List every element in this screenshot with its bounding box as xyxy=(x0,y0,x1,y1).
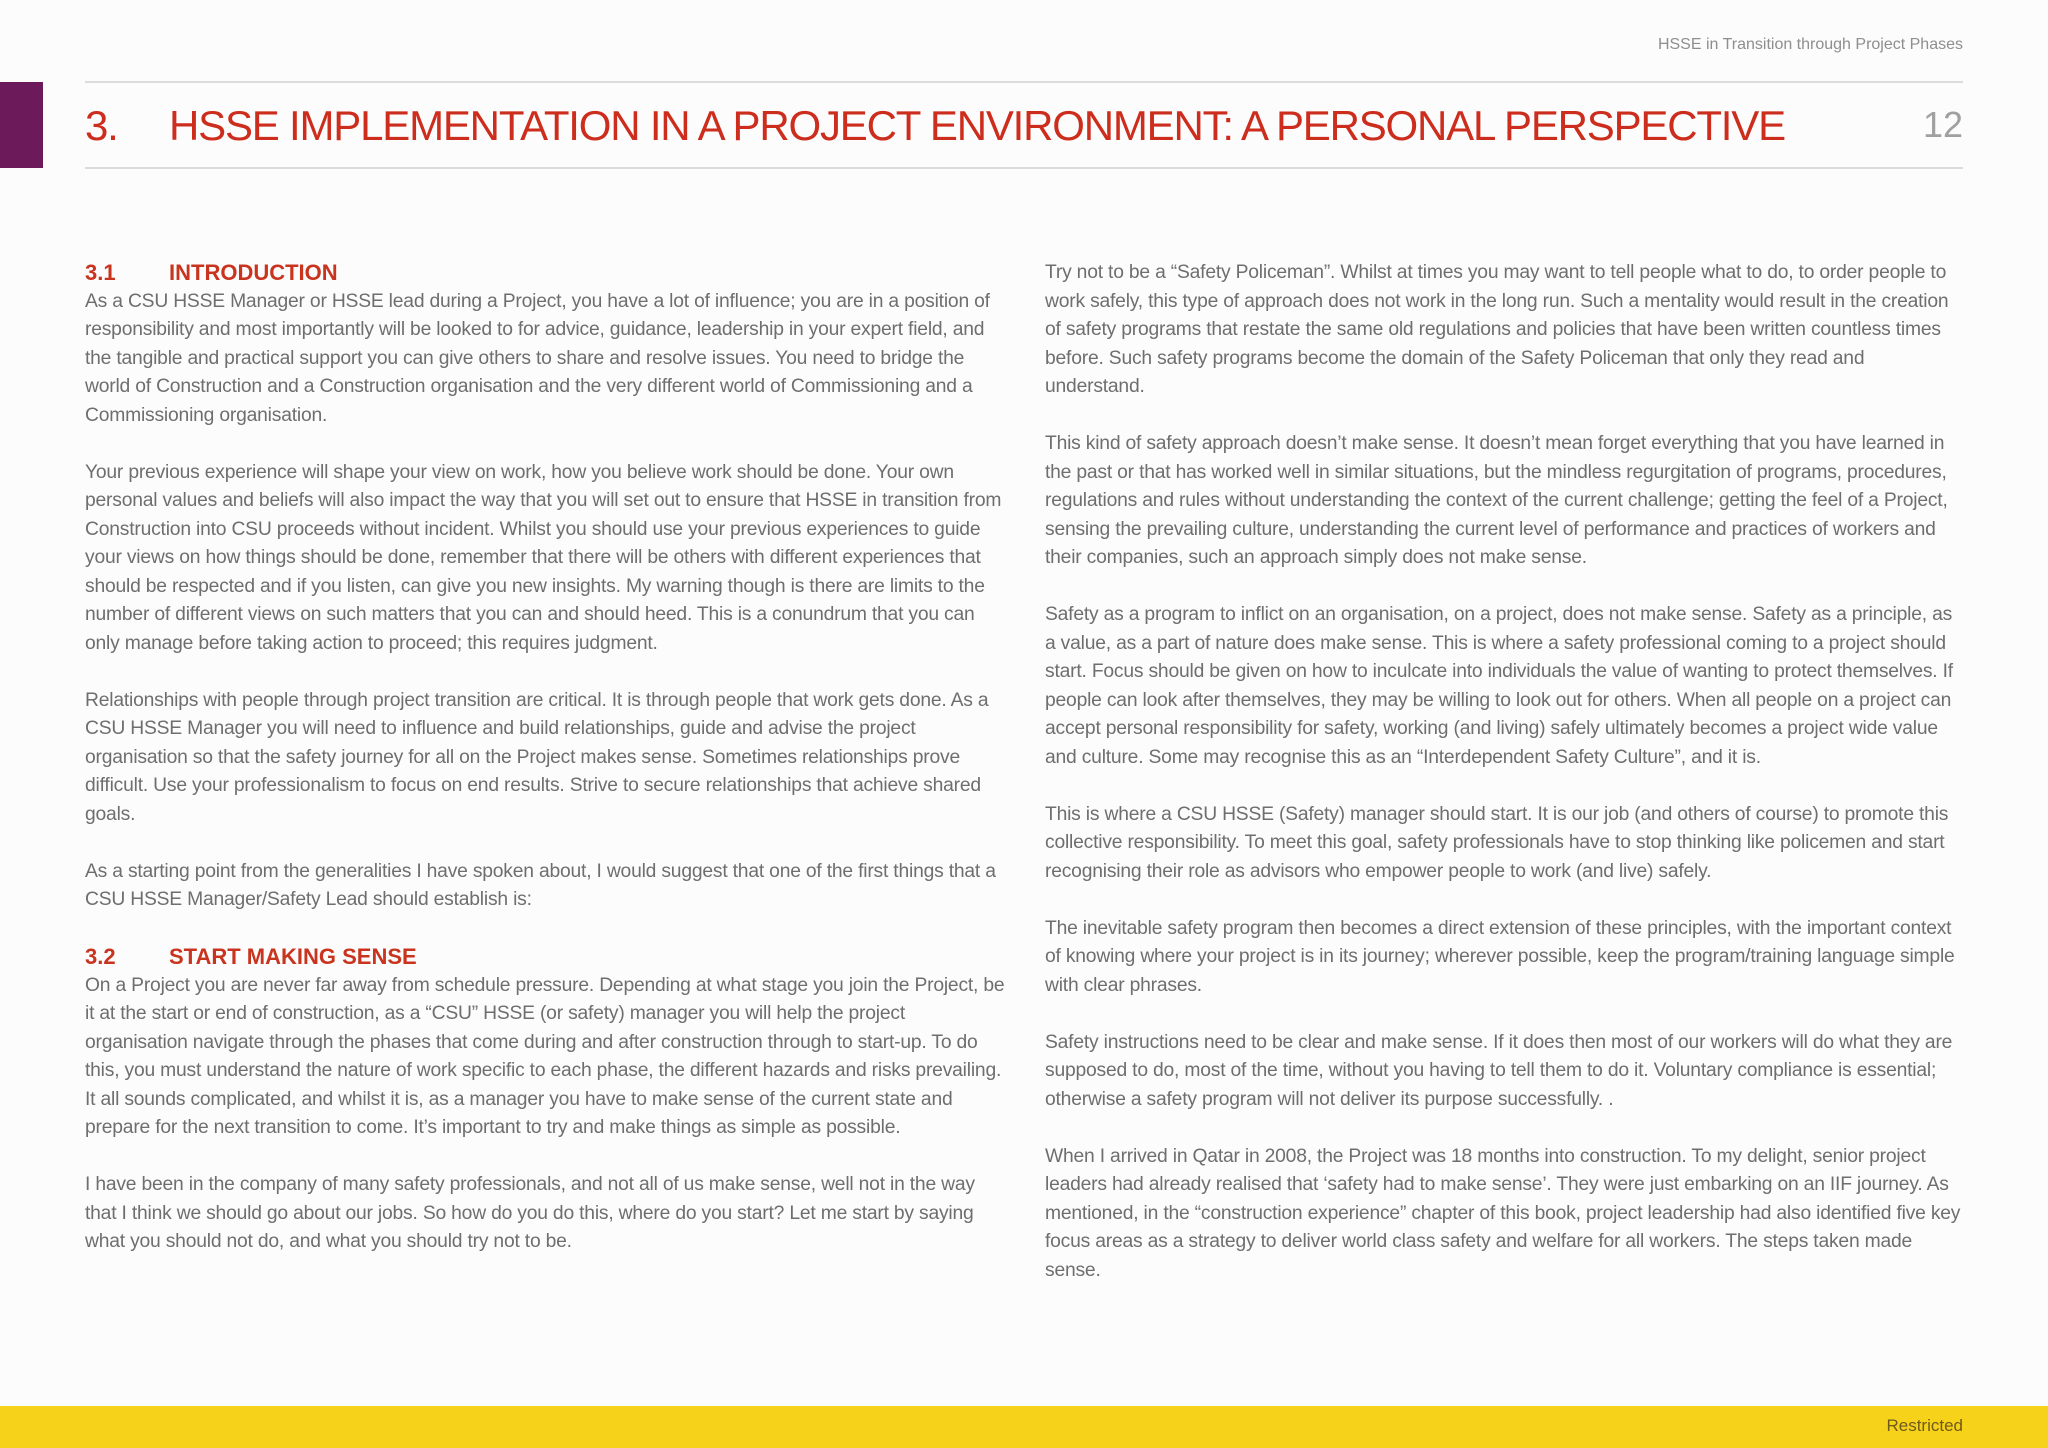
section-number: 3.2 xyxy=(85,944,116,969)
paragraph: Try not to be a “Safety Policeman”. Whilst at times you may want to tell people what to do, to order people to work safely, this type of approach does not work in the long run. Such a mentality would result in the creation of safety programs that restate the same old regulations and policies that have been written countless times before. Such safety programs become the domain of the Safety Policeman that only they read and understand. xyxy=(1045,262,1949,397)
paragraph: Relationships with people through project transition are critical. It is through people that work gets done. As a CSU HSSE Manager you will need to influence and build relationships, guide and advise the project organisation so that the safety journey for all on the Project makes sense. Sometimes relationships prove difficult. Use your professionalism to focus on end results. Strive to secure relationships that achieve shared goals. xyxy=(85,689,989,825)
paragraph: Safety instructions need to be clear and make sense. If it does then most of our workers will do what they are supposed to do, most of the time, without you having to tell them to do it. Voluntary compliance is essential; otherwise a safety program will not deliver its purpose successfully. . xyxy=(1045,1031,1953,1110)
paragraph: As a CSU HSSE Manager or HSSE lead during a Project, you have a lot of influence; you are in a position of responsibility and most importantly will be looked to for advice, guidance, leadership in your expert field, and the tangible and practical support you can give others to share and resolve issues. You need to bridge the world of Construction and a Construction organisation and the very different world of Commissioning and a Commissioning organisation. xyxy=(85,290,990,426)
section-heading-start-making-sense xyxy=(85,943,1005,972)
section-title: START MAKING SENSE xyxy=(169,944,417,969)
paragraph: The inevitable safety program then becomes a direct extension of these principles, with the important context of knowing where your project is in its journey; wherever possible, keep the program/training language simple with clear phrases. xyxy=(1045,917,1955,996)
footer-band xyxy=(0,1406,2048,1448)
section-heading-introduction xyxy=(85,259,1005,288)
header-top-rule xyxy=(85,81,1963,83)
paragraph: I have been in the company of many safety professionals, and not all of us make sense, well not in the way that I think we should go about our jobs. So how do you do this, where do you start? Let me start by saying what you should not do, and what you should try not to be. xyxy=(85,1174,975,1252)
paragraph: This is where a CSU HSSE (Safety) manager should start. It is our job (and others of course) to promote this collective responsibility. To meet this goal, safety professionals have to stop thinking like policemen and start recognising their role as advisors who empower people to work (and live) safely. xyxy=(1045,803,1949,882)
running-header-title: HSSE in Transition through Project Phases xyxy=(1657,36,1963,53)
chapter-title xyxy=(85,100,1785,152)
paragraph: Your previous experience will shape your view on work, how you believe work should be done. Your own personal values and beliefs will also impact the way that you will set out to ensure that HSSE in transition from Construction into CSU proceeds without incident. Whilst you should use your previous experiences to guide your views on how things should be done, remember that there will be others with different experiences that should be respected and if you listen, can give you new insights. My warning though is there are limits to the number of different views on such matters that you can and should heed. This is a conundrum that you can only manage before taking action to proceed; this requires judgment. xyxy=(85,461,1002,654)
chapter-title-text: HSSE IMPLEMENTATION IN A PROJECT ENVIRONMENT: A PERSONAL PERSPECTIVE xyxy=(169,102,1785,149)
section-number: 3.1 xyxy=(85,260,116,285)
paragraph: On a Project you are never far away from schedule pressure. Depending at what stage you join the Project, be it at the start or end of construction, as a “CSU” HSSE (or safety) manager you will help the project organisation navigate through the phases that come during and after construction through to start-up. To do this, you must understand the nature of work specific to each phase, the different hazards and risks prevailing. It all sounds complicated, and whilst it is, as a manager you have to make sense of the current state and prepare for the next transition to come. It’s important to try and make things as simple as possible. xyxy=(85,974,1005,1138)
paragraph: Safety as a program to inflict on an organisation, on a project, does not make sense. Safety as a principle, as a value, as a part of nature does make sense. This is where a safety professional coming to a project should start. Focus should be given on how to inculcate into individuals the value of wanting to protect themselves. If people can look after themselves, they may be willing to look out for others. When all people on a project can accept personal responsibility for safety, working (and living) safely ultimately becomes a project wide value and culture. Some may recognise this as an “Interdependent Safety Culture”, and it is. xyxy=(1045,604,1953,768)
classification-label: Restricted xyxy=(1886,1416,1963,1435)
paragraph: This kind of safety approach doesn’t make sense. It doesn’t mean forget everything that you have learned in the past or that has worked well in similar situations, but the mindless regurgitation of programs, procedures, regulations and rules without understanding the context of the current challenge; getting the feel of a Project, sensing the prevailing culture, understanding the current level of performance and practices of workers and their companies, such an approach simply does not make sense. xyxy=(1045,433,1948,568)
page-number: 12 xyxy=(1922,104,1963,145)
paragraph: As a starting point from the generalities I have spoken about, I would suggest that one of the first things that a CSU HSSE Manager/Safety Lead should establish is: xyxy=(85,860,996,910)
chapter-accent-bar xyxy=(0,82,43,168)
paragraph: When I arrived in Qatar in 2008, the Project was 18 months into construction. To my delight, senior project leaders had already realised that ‘safety had to make sense’. They were just embarking on an IIF journey. As mentioned, in the “construction experience” chapter of this book, project leadership had also identified five key focus areas as a strategy to deliver world class safety and welfare for all workers. The steps taken made sense. xyxy=(1045,1145,1961,1281)
section-title: INTRODUCTION xyxy=(169,260,338,285)
chapter-number: 3. xyxy=(85,102,118,149)
header-bottom-rule xyxy=(85,167,1963,169)
right-column xyxy=(1045,259,1965,1285)
left-column xyxy=(85,259,1005,1257)
